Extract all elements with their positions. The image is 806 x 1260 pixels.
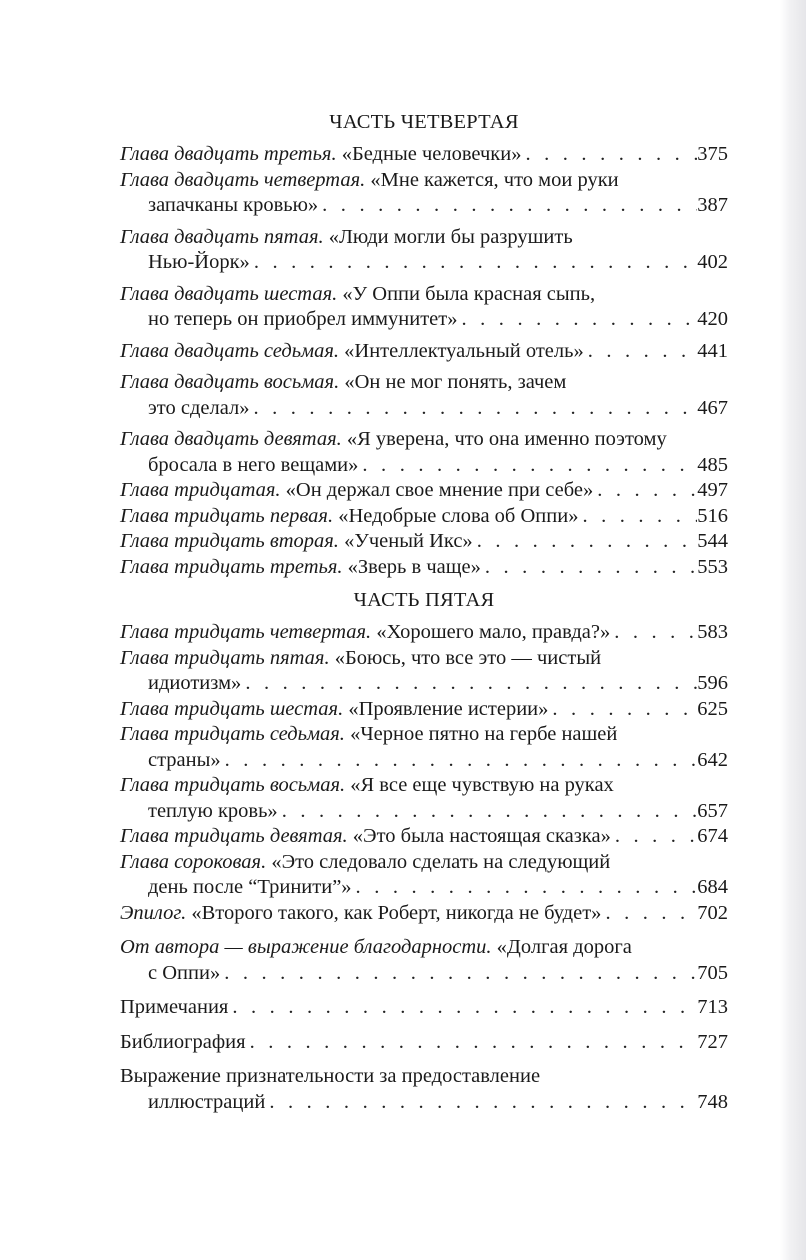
- dot-leader: [358, 453, 697, 479]
- chapter-label: Глава тридцатая.: [120, 479, 281, 501]
- chapter-label: Глава тридцать вторая.: [120, 530, 339, 552]
- page-number: 657: [697, 799, 728, 822]
- chapter-label: Глава двадцать шестая.: [120, 282, 338, 305]
- chapter-label: Глава тридцать третья.: [120, 555, 343, 578]
- toc-entry[interactable]: [120, 142, 728, 168]
- page-number: 583: [697, 621, 728, 643]
- toc-entry[interactable]: [120, 529, 728, 555]
- toc-entry[interactable]: [120, 478, 728, 504]
- chapter-title: «Люди могли бы разрушить: [328, 225, 573, 248]
- chapter-title: «Это была настоящая сказка»: [352, 825, 611, 847]
- toc-entry[interactable]: [120, 282, 728, 333]
- bibliography-title: Библиография: [120, 1030, 246, 1053]
- author-title: «Долгая дорога: [496, 936, 632, 958]
- dot-leader: [473, 529, 698, 555]
- dot-leader: [593, 478, 697, 504]
- chapter-title-cont: бросала в него вещами»: [148, 453, 359, 476]
- page-number: 375: [697, 143, 728, 165]
- chapter-title: «Боюсь, что все это — чистый: [334, 646, 602, 669]
- dot-leader: [249, 396, 697, 422]
- toc-entry-illustrations[interactable]: [120, 1064, 728, 1115]
- chapter-label: Глава двадцать четвертая.: [120, 168, 366, 191]
- chapter-label: Глава сороковая.: [120, 850, 267, 873]
- chapter-title: «Ученый Икс»: [344, 530, 473, 552]
- page-number: 642: [697, 748, 728, 771]
- chapter-label: Глава двадцать восьмая.: [120, 371, 340, 393]
- chapter-title: «Интеллектуальный отель»: [344, 339, 584, 362]
- chapter-label: Глава тридцать восьмая.: [120, 774, 346, 796]
- table-of-contents: [120, 108, 728, 1115]
- chapter-title-cont: теплую кровь»: [148, 799, 278, 822]
- toc-entry[interactable]: [120, 555, 728, 581]
- toc-entry[interactable]: [120, 504, 728, 530]
- dot-leader: [220, 961, 697, 987]
- chapter-title: «Я уверена, что она именно поэтому: [346, 428, 667, 450]
- toc-entry[interactable]: [120, 697, 728, 723]
- chapter-title: «Это следовало сделать на следующий: [271, 850, 611, 873]
- chapter-label: Глава двадцать пятая.: [120, 225, 324, 248]
- page-number: 485: [697, 453, 728, 476]
- dot-leader: [601, 901, 697, 927]
- toc-entry[interactable]: [120, 646, 728, 697]
- chapter-title: «Хорошего мало, правда?»: [376, 621, 611, 643]
- page-number: 684: [697, 876, 728, 898]
- chapter-label: Глава тридцать седьмая.: [120, 723, 345, 745]
- page-number: 727: [697, 1030, 728, 1053]
- dot-leader: [610, 620, 697, 646]
- chapter-title-cont: но теперь он приобрел иммунитет»: [148, 308, 458, 330]
- page-number: 702: [697, 901, 728, 924]
- dot-leader: [278, 799, 698, 825]
- chapter-title: «Проявление истерии»: [348, 697, 549, 720]
- toc-entry[interactable]: [120, 773, 728, 824]
- chapter-label: Глава тридцать пятая.: [120, 646, 330, 669]
- chapter-title: «Он не мог понять, зачем: [344, 371, 567, 393]
- chapter-title-cont: идиотизм»: [148, 672, 242, 694]
- chapter-label: Глава двадцать девятая.: [120, 428, 342, 450]
- dot-leader: [221, 748, 698, 774]
- illustrations-title-cont: иллюстраций: [148, 1090, 266, 1113]
- toc-entry-author[interactable]: [120, 935, 728, 986]
- chapter-title: «Мне кажется, что мои руки: [370, 168, 619, 191]
- chapter-title: «Черное пятно на гербе нашей: [350, 723, 618, 745]
- chapter-title: «Он держал свое мнение при себе»: [285, 479, 594, 501]
- toc-entry[interactable]: [120, 824, 728, 850]
- dot-leader: [352, 875, 698, 901]
- page-number: 705: [697, 961, 728, 984]
- page-number: 544: [697, 530, 728, 552]
- toc-entry[interactable]: [120, 225, 728, 276]
- toc-entry-bibliography[interactable]: [120, 1030, 728, 1056]
- page-number: 387: [697, 194, 728, 216]
- toc-entry[interactable]: [120, 339, 728, 365]
- chapter-title-cont: страны»: [148, 748, 221, 771]
- illustrations-title: Выражение признательности за предоставление: [120, 1065, 541, 1087]
- page-number: 625: [697, 697, 728, 720]
- chapter-label: Глава тридцать четвертая.: [120, 621, 372, 643]
- chapter-label: Глава тридцать шестая.: [120, 697, 344, 720]
- page-number: 420: [697, 308, 728, 330]
- dot-leader: [228, 995, 697, 1021]
- toc-entry[interactable]: [120, 722, 728, 773]
- chapter-title: «Бедные человечки»: [341, 143, 522, 165]
- dot-leader: [458, 307, 698, 333]
- toc-entry[interactable]: [120, 168, 728, 219]
- dot-leader: [250, 250, 697, 276]
- page-number: 674: [697, 825, 728, 847]
- notes-title: Примечания: [120, 996, 229, 1018]
- dot-leader: [584, 339, 698, 365]
- page-number: 516: [697, 504, 728, 527]
- chapter-title: «Второго такого, как Роберт, никогда не будет»: [191, 901, 602, 924]
- dot-leader: [611, 824, 697, 850]
- chapter-label: Глава тридцать первая.: [120, 504, 334, 527]
- chapter-label: Эпилог.: [120, 901, 187, 924]
- dot-leader: [265, 1090, 697, 1116]
- part-four-heading: ЧАСТЬ ЧЕТВЕРТАЯ: [329, 111, 519, 133]
- chapter-title-cont: Нью-Йорк»: [148, 251, 250, 273]
- dot-leader: [481, 555, 697, 581]
- toc-entry[interactable]: [120, 427, 728, 478]
- page-number: 713: [697, 996, 728, 1018]
- part-five-heading: ЧАСТЬ ПЯТАЯ: [353, 589, 495, 611]
- dot-leader: [241, 671, 697, 697]
- toc-entry[interactable]: [120, 901, 728, 927]
- chapter-label: Глава двадцать третья.: [120, 143, 337, 165]
- page-number: 402: [697, 251, 728, 273]
- toc-entry[interactable]: [120, 370, 728, 421]
- toc-entry[interactable]: [120, 620, 728, 646]
- chapter-label: Глава тридцать девятая.: [120, 825, 348, 847]
- chapter-title-cont: запачканы кровью»: [148, 194, 319, 216]
- author-label: От автора — выражение благодарности.: [120, 936, 492, 958]
- chapter-title-cont: это сделал»: [148, 396, 250, 419]
- dot-leader: [578, 504, 697, 530]
- toc-entry[interactable]: [120, 850, 728, 901]
- page-number: 467: [697, 396, 728, 419]
- dot-leader: [246, 1030, 698, 1056]
- chapter-title: «Я все еще чувствую на руках: [350, 774, 614, 796]
- chapter-title-cont: день после “Тринити”»: [148, 876, 352, 898]
- author-title-cont: с Оппи»: [148, 961, 221, 984]
- toc-entry-notes[interactable]: [120, 995, 728, 1021]
- page-number: 748: [697, 1090, 728, 1113]
- chapter-title: «Зверь в чаще»: [347, 555, 481, 578]
- dot-leader: [548, 697, 697, 723]
- chapter-title: «У Оппи была красная сыпь,: [342, 282, 596, 305]
- chapter-label: Глава двадцать седьмая.: [120, 339, 340, 362]
- page-number: 441: [697, 339, 728, 362]
- chapter-title: «Недобрые слова об Оппи»: [338, 504, 579, 527]
- page-edge-shadow: [780, 0, 806, 1260]
- dot-leader: [318, 193, 697, 219]
- page-number: 497: [697, 479, 728, 501]
- page-number: 596: [697, 672, 728, 694]
- page-number: 553: [697, 555, 728, 578]
- dot-leader: [521, 142, 697, 168]
